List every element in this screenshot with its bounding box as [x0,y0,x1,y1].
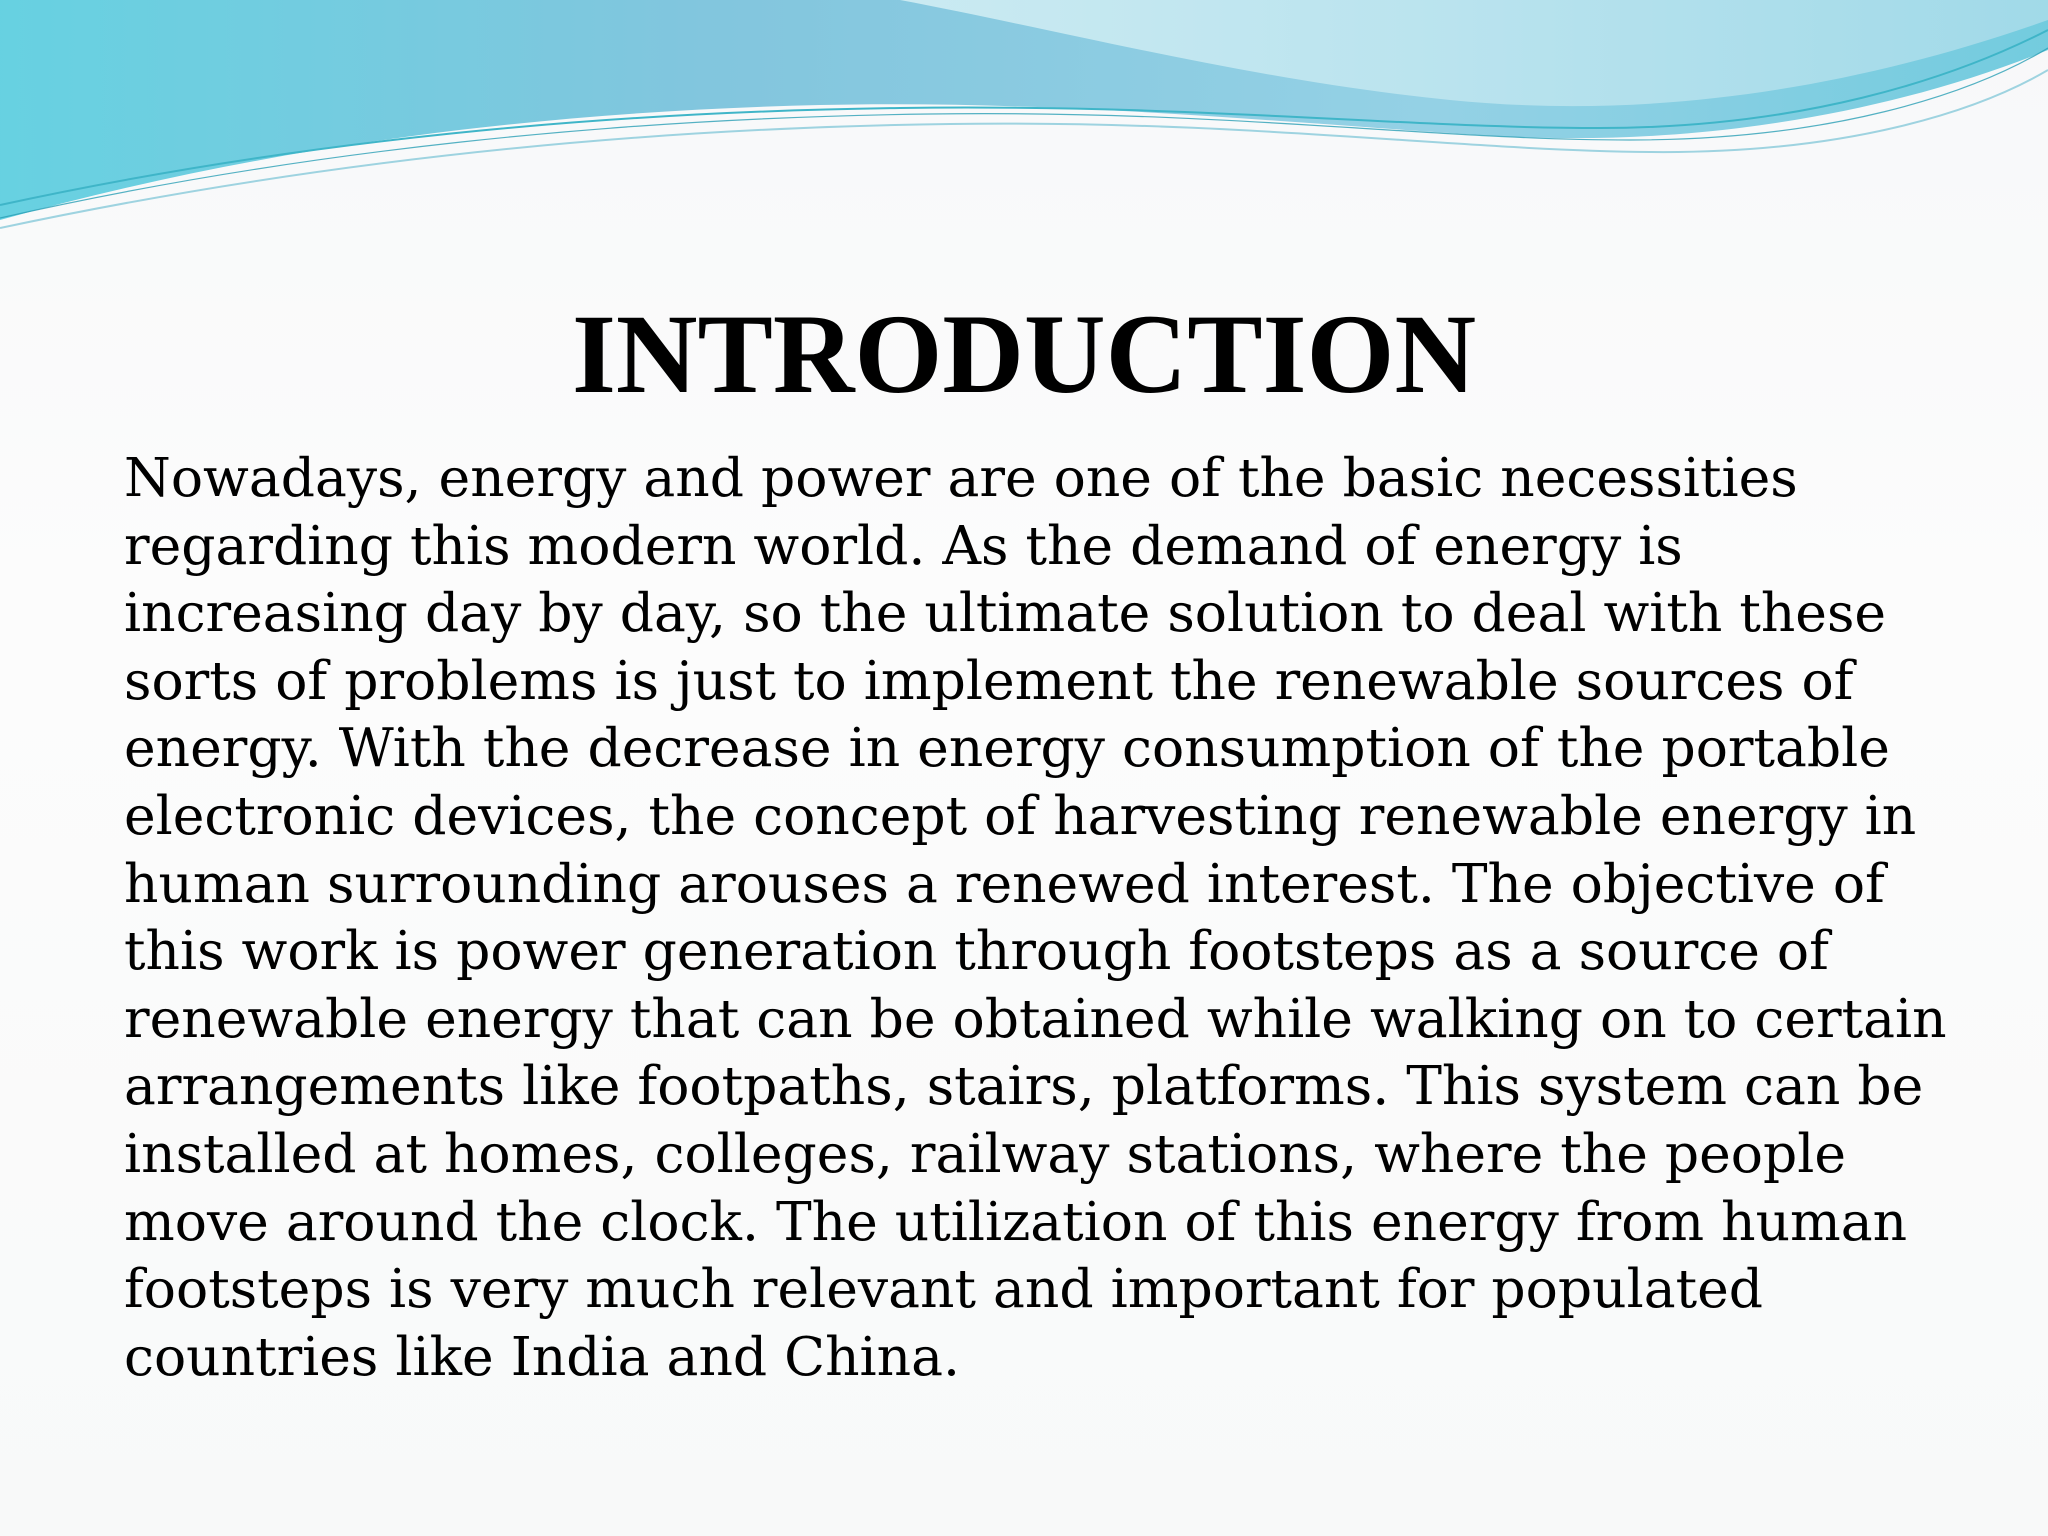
body-line: energy. With the decrease in energy consumption of the portable [124,716,1890,780]
body-line: footsteps is very much relevant and important for populated [124,1257,1764,1321]
body-line: this work is power generation through footsteps as a source of [124,919,1829,983]
body-line: move around the clock. The utilization of this energy from human [124,1189,1908,1253]
wave-header-decoration [0,0,2048,240]
body-line: sorts of problems is just to implement the renewable sources of [124,648,1854,712]
body-line: human surrounding arouses a renewed interest. The objective of [124,851,1885,915]
body-line: installed at homes, colleges, railway stations, where the people [124,1121,1847,1185]
body-line: countries like India and China. [124,1324,961,1388]
body-line: Nowadays, energy and power are one of the basic necessities [124,446,1798,509]
body-line: regarding this modern world. As the demand of energy is [124,513,1683,577]
body-line: electronic devices, the concept of harvesting renewable energy in [124,783,1917,847]
body-line: renewable energy that can be obtained while walking on to certain [124,986,1947,1050]
body-line: arrangements like footpaths, stairs, platforms. This system can be [124,1054,1924,1118]
body-line: increasing day by day, so the ultimate solution to deal with these [124,581,1887,645]
slide-body-text [124,444,1947,1390]
slide-title: INTRODUCTION [571,292,1477,417]
